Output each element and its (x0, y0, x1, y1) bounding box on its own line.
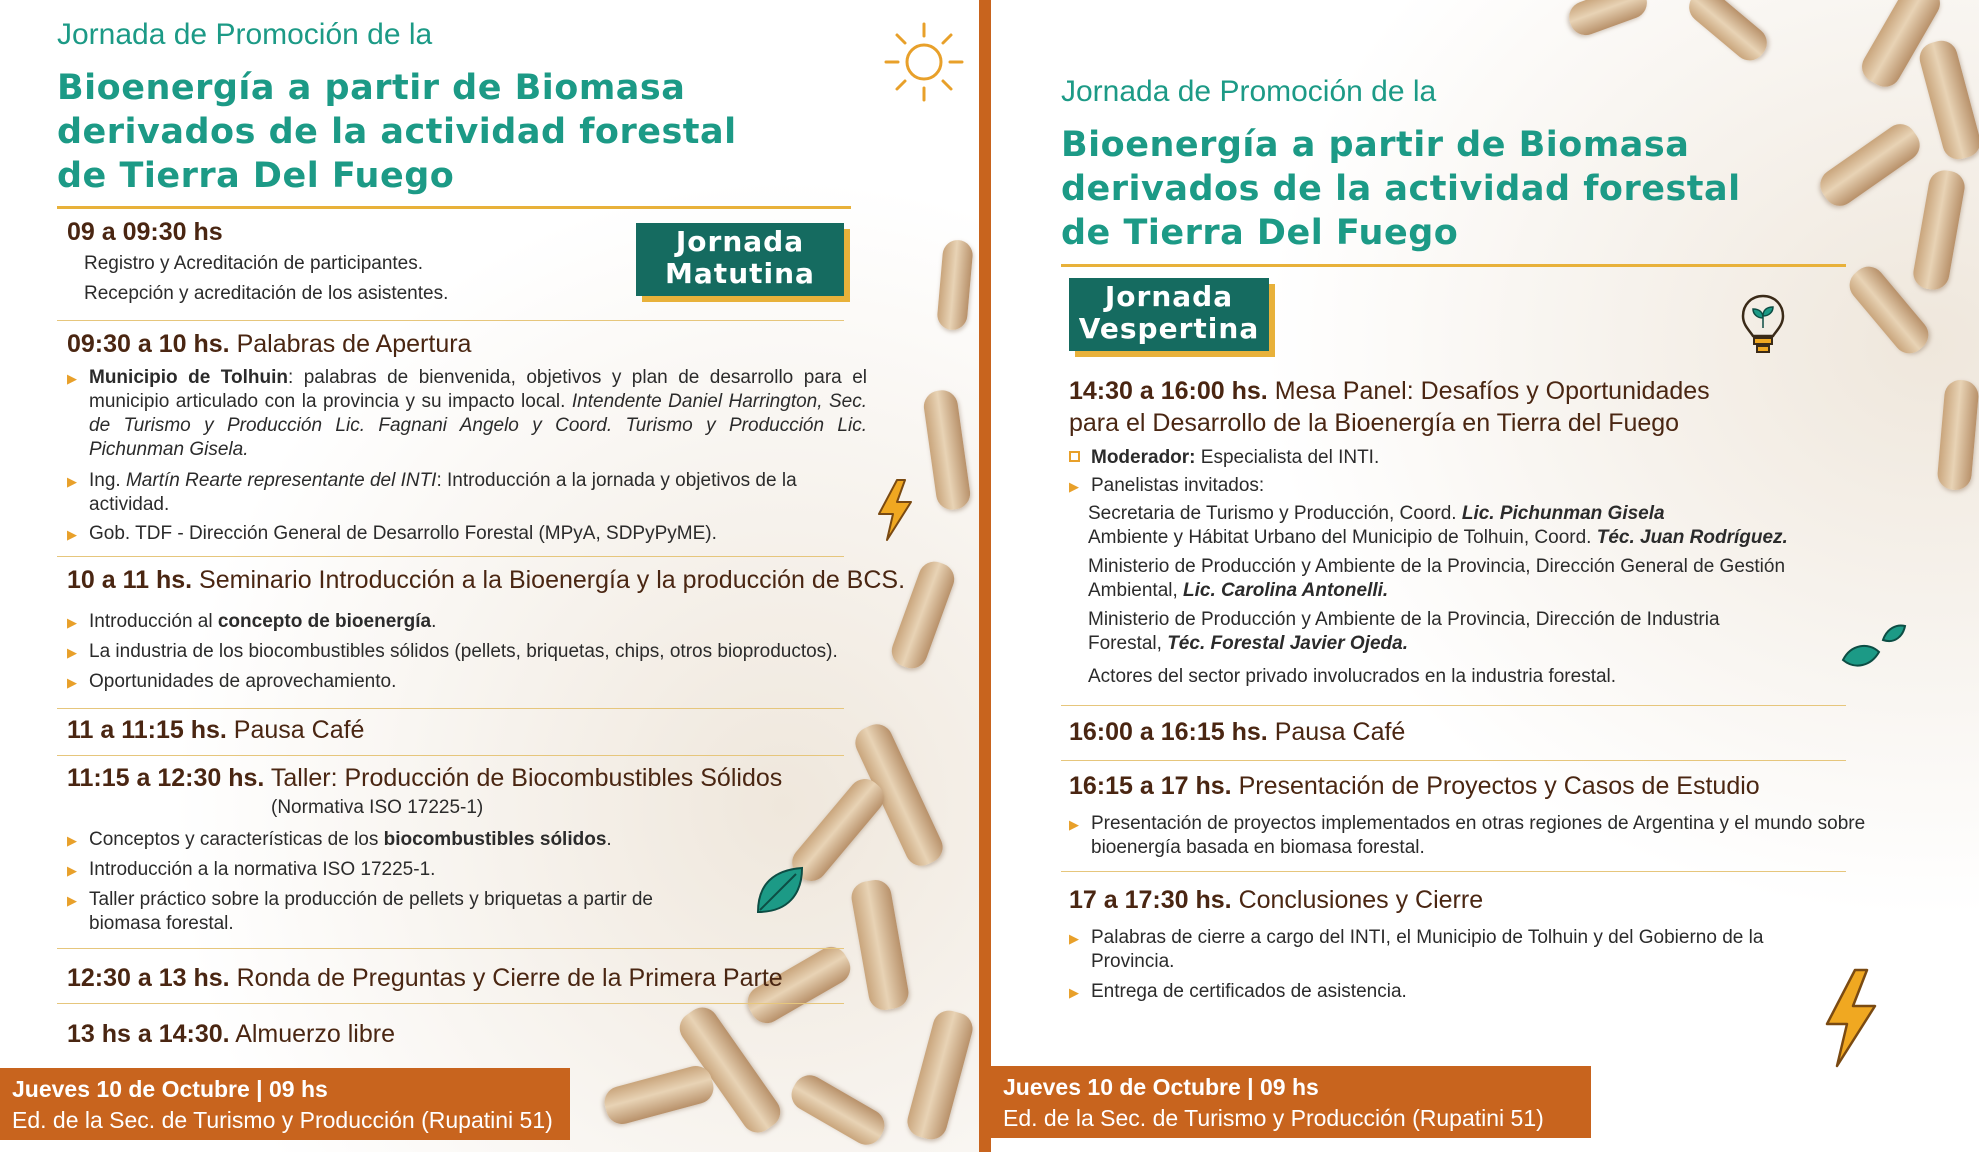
list-item: ▶ Gob. TDF - Dirección General de Desarrollo Forestal (MPyA, SDPyPyME). (67, 522, 867, 546)
list-item: ▶ Oportunidades de aprovechamiento. (67, 670, 867, 694)
sun-icon (882, 20, 966, 104)
slot-title: 13 hs a 14:30. Almuerzo libre (67, 1020, 395, 1048)
event-date: Jueves 10 de Octubre | 09 hs (12, 1076, 328, 1102)
slot-title: 10 a 11 hs. Seminario Introducción a la Bioenergía y la producción de BCS. (67, 566, 906, 594)
list-item: ▶ La industria de los biocombustibles sólidos (pellets, briquetas, chips, otros bioproductos). (67, 640, 959, 664)
list-item: ▶ Taller práctico sobre la producción de pellets y briquetas a partir de biomasa forestal. (67, 888, 729, 936)
footer-info (0, 1068, 570, 1140)
pre-title: Jornada de Promoción de la (57, 18, 433, 51)
panel-divider (979, 0, 991, 1152)
lightbulb-icon (1739, 292, 1787, 356)
list-item: ▶ Ing. Martín Rearte representante del INTI: Introducción a la jornada y objetivos de la actividad. (67, 469, 867, 517)
slot-title: 17 a 17:30 hs. Conclusiones y Cierre (1069, 886, 1484, 914)
slot-line: Registro y Acreditación de participantes. (84, 253, 424, 274)
panelist: Secretaria de Turismo y Producción, Coord. Lic. Pichunman Gisela (1088, 503, 1665, 524)
main-title: Bioenergía a partir de Biomasa derivados de la actividad forestal de Tierra Del Fuego (57, 68, 737, 196)
footer-info (991, 1066, 1591, 1138)
slot-subtitle: (Normativa ISO 17225-1) (271, 797, 484, 818)
badge-afternoon: Jornada Vespertina (1069, 278, 1269, 351)
slot-title: 11:15 a 12:30 hs. Taller: Producción de Biocombustibles Sólidos (67, 764, 783, 792)
slot-title-line2: para el Desarrollo de la Bioenergía en Tierra del Fuego (1069, 409, 1680, 437)
slot-title: 09:30 a 10 hs. Palabras de Apertura (67, 330, 472, 358)
leaf-icon (1839, 620, 1909, 680)
badge-morning: Jornada Matutina (636, 223, 844, 296)
lightning-icon (1821, 966, 1881, 1070)
morning-panel (0, 0, 979, 1152)
panelist: Ambiente y Hábitat Urbano del Municipio de Tolhuin, Coord. Téc. Juan Rodríguez. (1088, 527, 1788, 548)
list-item: ▶ Panelistas invitados: (1069, 474, 1264, 498)
slot-time: 09 a 09:30 hs (67, 218, 223, 246)
list-item: ▶ Entrega de certificados de asistencia. (1069, 980, 1781, 1004)
panelist: Ministerio de Producción y Ambiente de la Provincia, Dirección de Industria Forestal, Téc. Forestal Javier Ojeda. (1088, 609, 1720, 654)
slot-title: 11 a 11:15 hs. Pausa Café (67, 716, 365, 744)
list-item: ▶ Introducción a la normativa ISO 17225-1. (67, 858, 867, 882)
panelist: Actores del sector privado involucrados en la industria forestal. (1088, 666, 1617, 687)
list-item: ▶ Municipio de Tolhuin: palabras de bienvenida, objetivos y plan de desarrollo para el municipio articulado con la provincia y su impacto local. Intendente Daniel Harrington, Sec. de Turismo y Producción Lic. Fagnani Angelo y Coord. Turismo y Producción Lic. Pichunman Gisela. (67, 366, 867, 462)
lightning-icon (875, 478, 915, 542)
leaf-icon (752, 864, 806, 918)
event-date: Jueves 10 de Octubre | 09 hs (1003, 1074, 1319, 1100)
slot-title: 12:30 a 13 hs. Ronda de Preguntas y Cierre de la Primera Parte (67, 964, 783, 992)
pre-title: Jornada de Promoción de la (1061, 75, 1437, 108)
list-item: ▶ Conceptos y características de los biocombustibles sólidos. (67, 828, 867, 852)
event-place: Ed. de la Sec. de Turismo y Producción (Rupatini 51) (12, 1107, 553, 1133)
main-title: Bioenergía a partir de Biomasa derivados de la actividad forestal de Tierra Del Fuego (1061, 125, 1741, 253)
moderator-item: Moderador: Especialista del INTI. (1069, 446, 1379, 470)
slot-title: 16:00 a 16:15 hs. Pausa Café (1069, 718, 1406, 746)
slot-title: 14:30 a 16:00 hs. Mesa Panel: Desafíos y Oportunidades (1069, 377, 1710, 405)
afternoon-panel (991, 0, 1979, 1152)
panelist: Ministerio de Producción y Ambiente de la Provincia, Dirección General de Gestión Ambiental, Lic. Carolina Antonelli. (1088, 556, 1786, 601)
slot-title: 16:15 a 17 hs. Presentación de Proyectos y Casos de Estudio (1069, 772, 1760, 800)
event-place: Ed. de la Sec. de Turismo y Producción (Rupatini 51) (1003, 1105, 1544, 1131)
list-item: ▶ Palabras de cierre a cargo del INTI, el Municipio de Tolhuin y del Gobierno de la Provincia. (1069, 926, 1781, 974)
list-item: ▶ Presentación de proyectos implementados en otras regiones de Argentina y el mundo sobre bioenergía basada en biomasa forestal. (1069, 812, 1891, 860)
slot-line: Recepción y acreditación de los asistentes. (84, 283, 449, 304)
list-item: ▶ Introducción al concepto de bioenergía. (67, 610, 949, 634)
